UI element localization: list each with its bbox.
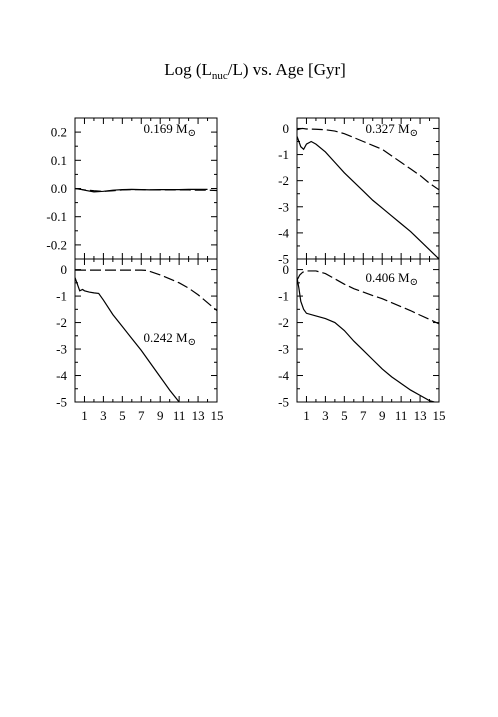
xtick-label: 9 [378, 408, 386, 423]
xtick-label: 11 [394, 408, 408, 423]
ytick-label: -1 [278, 288, 289, 304]
ytick-label: -1 [56, 288, 67, 304]
mass-label-value: 0.242 M [143, 330, 188, 345]
ytick-label: -4 [56, 368, 67, 384]
ytick-label: -1 [278, 147, 289, 163]
panel-frame [75, 118, 217, 259]
ytick-label: -3 [278, 341, 289, 357]
series-solid-line [297, 278, 434, 402]
ytick-label: 0 [282, 120, 289, 136]
ytick-label: -4 [278, 225, 289, 241]
solar-symbol-icon: ⊙ [409, 277, 418, 288]
mass-label [144, 330, 196, 348]
ytick-label: -2 [278, 315, 289, 331]
panel-top-right [278, 118, 439, 267]
xtick-label: 7 [138, 408, 145, 423]
ytick-label: -3 [278, 199, 289, 215]
ytick-label: 0.0 [50, 181, 67, 196]
xtick-label: 11 [172, 408, 186, 423]
xtick-label: 15 [210, 408, 224, 423]
panel-bottom-right [278, 259, 445, 423]
ytick-label: -0.1 [46, 209, 67, 225]
xtick-label: 1 [81, 408, 88, 423]
ytick-label: 0.2 [50, 124, 67, 140]
ytick-label: -5 [278, 251, 289, 267]
mass-label-value: 0.327 M [365, 121, 410, 136]
xtick-label: 3 [322, 408, 329, 423]
xtick-label: 13 [413, 408, 427, 423]
figure-title [164, 60, 346, 82]
mass-label-value: 0.406 M [365, 270, 410, 285]
solar-symbol-icon: ⊙ [409, 128, 418, 139]
mass-label [144, 121, 196, 139]
ytick-label: -5 [56, 394, 67, 410]
mass-label-value: 0.169 M [143, 121, 188, 136]
xtick-label: 15 [432, 408, 446, 423]
xtick-label: 5 [341, 408, 348, 423]
mass-label [366, 270, 418, 288]
panel-bottom-left [56, 259, 223, 423]
ytick-label: -2 [278, 173, 289, 189]
ytick-label: 0 [282, 262, 289, 278]
ytick-label: -0.2 [46, 237, 67, 253]
panel-top-left [46, 118, 217, 259]
xtick-label: 7 [360, 408, 367, 423]
xtick-label: 5 [119, 408, 126, 423]
xtick-label: 1 [303, 408, 310, 423]
series-solid-line [297, 136, 439, 259]
ytick-label: -5 [278, 394, 289, 410]
xtick-label: 13 [191, 408, 205, 423]
series-dashed-line [75, 270, 217, 311]
figure-title-rest: /L) vs. Age [Gyr] [227, 60, 346, 79]
panels [46, 118, 445, 423]
ytick-label: -4 [278, 368, 289, 384]
mass-label [366, 121, 418, 139]
solar-symbol-icon: ⊙ [187, 128, 196, 139]
xtick-label: 3 [100, 408, 107, 423]
figure-title-main: Log (L [164, 60, 212, 79]
ytick-label: -2 [56, 315, 67, 331]
ytick-label: 0.1 [50, 152, 67, 168]
ytick-label: 0 [60, 262, 67, 278]
xtick-label: 9 [156, 408, 164, 423]
solar-symbol-icon: ⊙ [187, 337, 196, 348]
ytick-label: -3 [56, 341, 67, 357]
figure-title-subscript: nuc [211, 70, 228, 82]
